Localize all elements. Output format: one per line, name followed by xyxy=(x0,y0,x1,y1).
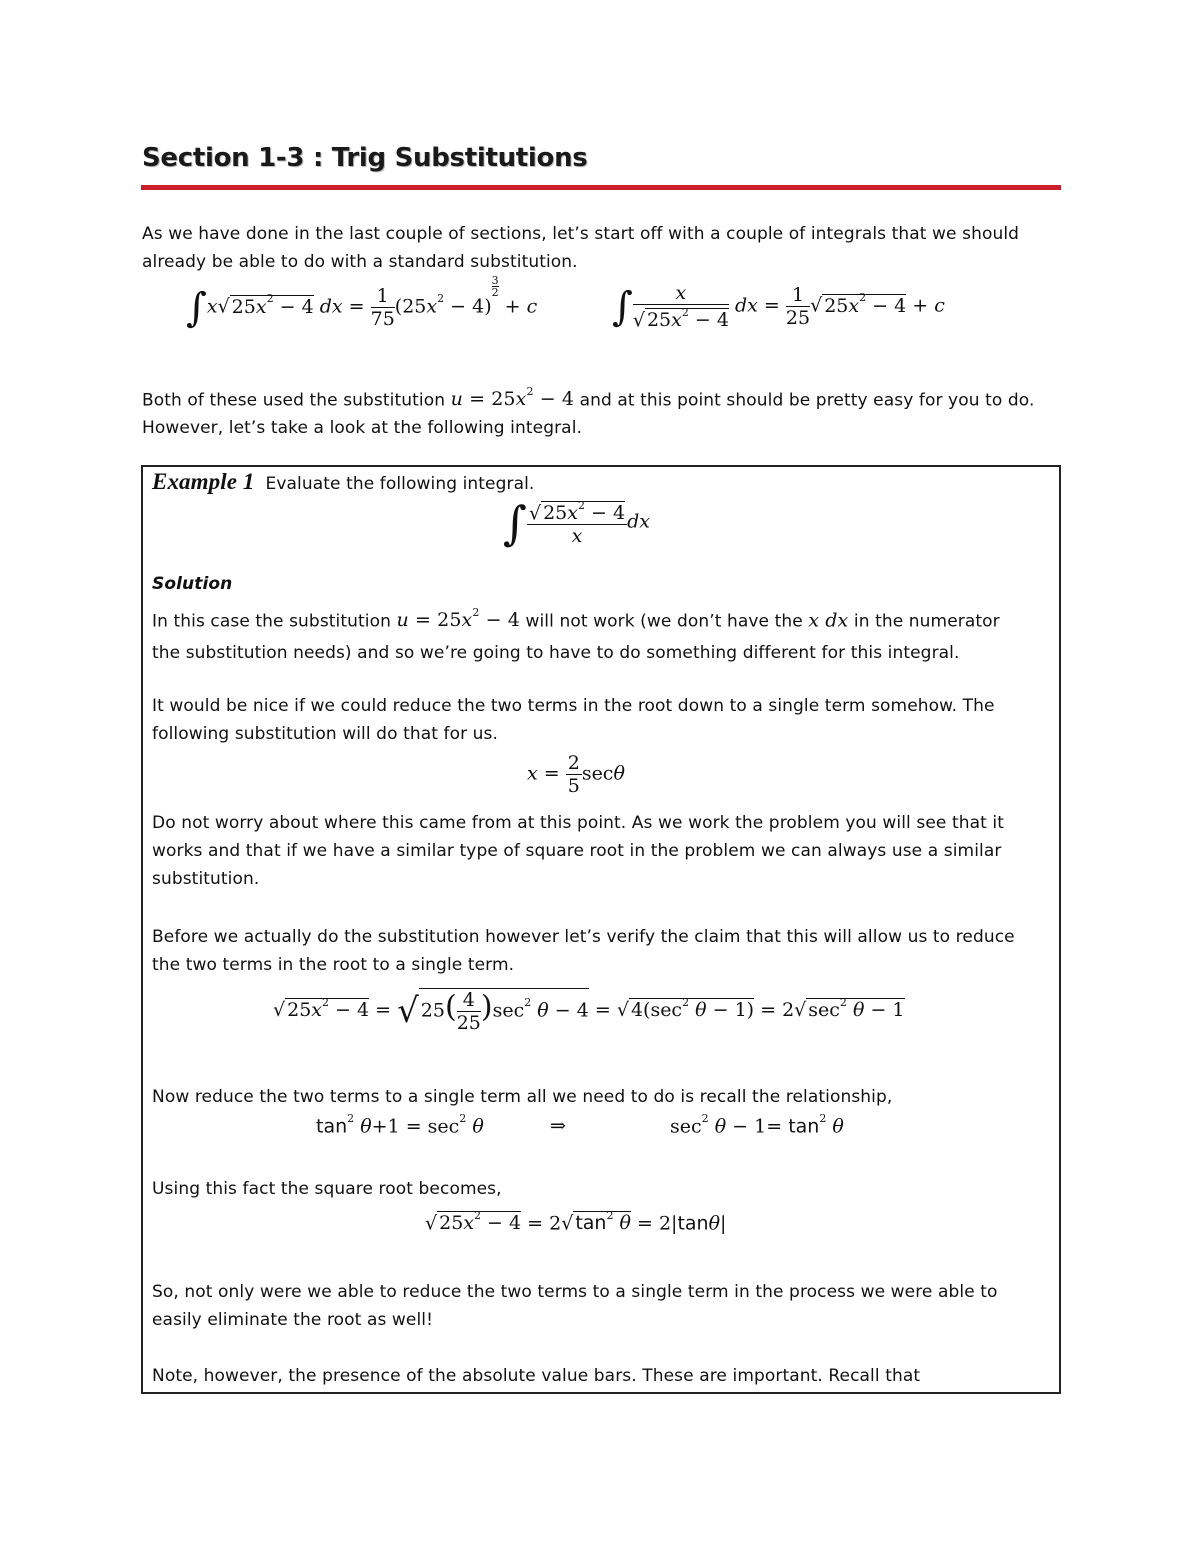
eq2-coef-den: 25 xyxy=(785,307,811,330)
after-line-1a: Both of these used the substitution xyxy=(142,390,446,411)
after-paragraph: Both of these used the substitution $u = 25x^2 - 4$ and at this point should be pretty easy for you to do. However, let’s take a look at the following integral. xyxy=(142,381,1034,442)
solution-label: Solution xyxy=(152,574,233,594)
verification-equation: √ $25x^2 - 4$ = √ 25( $\frac{4}{25}$ )$\sec^2$ θ − 4 = √ $4(\sec^2$ θ − 1) = 2√ $\sec^2 \theta - 1$ xyxy=(273,989,905,1034)
substitution-formula: x = $\frac{2}{5}$ secθ xyxy=(527,752,625,797)
intro-line-1: As we have done in the last couple of sections, let’s start off with a couple of integrals that we should xyxy=(142,224,1020,244)
identity-2: $\sec^2 \theta - 1= \tan^2 \theta$ xyxy=(670,1112,844,1138)
example-label: Example 1 xyxy=(152,469,255,494)
p4-line-1: Before we actually do the substitution however let’s verify the claim that this will allow us to reduce xyxy=(152,927,1015,947)
paragraph-5: Now reduce the two terms to a single term all we need to do is recall the relationship, xyxy=(152,1087,893,1107)
intro-line-2: already be able to do with a standard substitution. xyxy=(142,252,578,272)
title-underline xyxy=(141,185,1061,190)
example-integral: ∫ $\frac{√ 25x^2 - 4}{x}$ dx xyxy=(503,495,650,550)
paragraph-7 xyxy=(152,1278,998,1334)
root-result-equation: √ $25x^2 - 4 = 2√$ $\tan^2 \theta = 2|\tan\theta|$ xyxy=(425,1209,727,1235)
p4-line-2: the two terms in the root to a single term. xyxy=(152,955,515,975)
after-line-2: However, let’s take a look at the following integral. xyxy=(142,418,583,439)
identity-1: $\tan^2 \theta+1 = \sec^2 \theta$ xyxy=(316,1112,484,1138)
solution-section: Solution In this case the substitution $u = 25x^2 - 4$ will not work (we don’t have the x dx in the numerator the substitution needs) and so we’re going to have to do something different for this integral. xyxy=(152,570,1000,667)
paragraph-3 xyxy=(152,809,1004,893)
intro-paragraph xyxy=(142,220,1019,276)
implies-arrow: ⇒ xyxy=(550,1115,566,1137)
p1-b: will not work (we don’t have the xyxy=(525,611,803,632)
eq2-coef-num: 1 xyxy=(786,284,810,307)
p3-line-3: substitution. xyxy=(152,869,260,889)
formula-integral-1: ∫x√ $25x^2 - 4$ dx = $\frac{1}{75}$ $(25x^2 - 4)$ $\frac{3}{2}$ + c xyxy=(186,274,538,331)
paragraph-6: Using this fact the square root becomes, xyxy=(152,1179,502,1199)
p3-line-2: works and that if we have a similar type of square root in the problem we can always use a similar xyxy=(152,841,1002,861)
formula-integral-2: ∫ $\frac{x}{√ 25x^2 - 4}$ dx = $\frac{1}{25}$ √ $25x^2 - 4 + c$ xyxy=(612,282,945,332)
eq1-exp-num: 3 xyxy=(491,274,499,287)
eq1-exp-den: 2 xyxy=(491,286,499,299)
p7-line-2: easily eliminate the root as well! xyxy=(152,1310,434,1330)
page-title: Section 1-3 : Trig Substitutions xyxy=(142,143,588,173)
paragraph-2 xyxy=(152,692,995,748)
p2-line-1: It would be nice if we could reduce the two terms in the root down to a single term somehow. The xyxy=(152,696,995,716)
p3-line-1: Do not worry about where this came from at this point. As we work the problem you will see that it xyxy=(152,813,1004,833)
after-line-1b: and at this point should be pretty easy for you to do. xyxy=(579,390,1035,411)
eq1-coef-den: 75 xyxy=(370,308,395,330)
p1-line-2: the substitution needs) and so we’re going to have to do something different for this integral. xyxy=(152,643,960,664)
paragraph-4 xyxy=(152,923,1015,979)
paragraph-8: Note, however, the presence of the absolute value bars. These are important. Recall that xyxy=(152,1366,921,1386)
p1-a: In this case the substitution xyxy=(152,611,391,632)
example-prompt: Evaluate the following integral. xyxy=(265,474,535,494)
p2-line-2: following substitution will do that for us. xyxy=(152,724,499,744)
p1-c: in the numerator xyxy=(853,611,1000,632)
p7-line-1: So, not only were we able to reduce the two terms to a single term in the process we were able to xyxy=(152,1282,998,1302)
example-header xyxy=(152,468,534,498)
eq1-coef-num: 1 xyxy=(371,285,395,308)
